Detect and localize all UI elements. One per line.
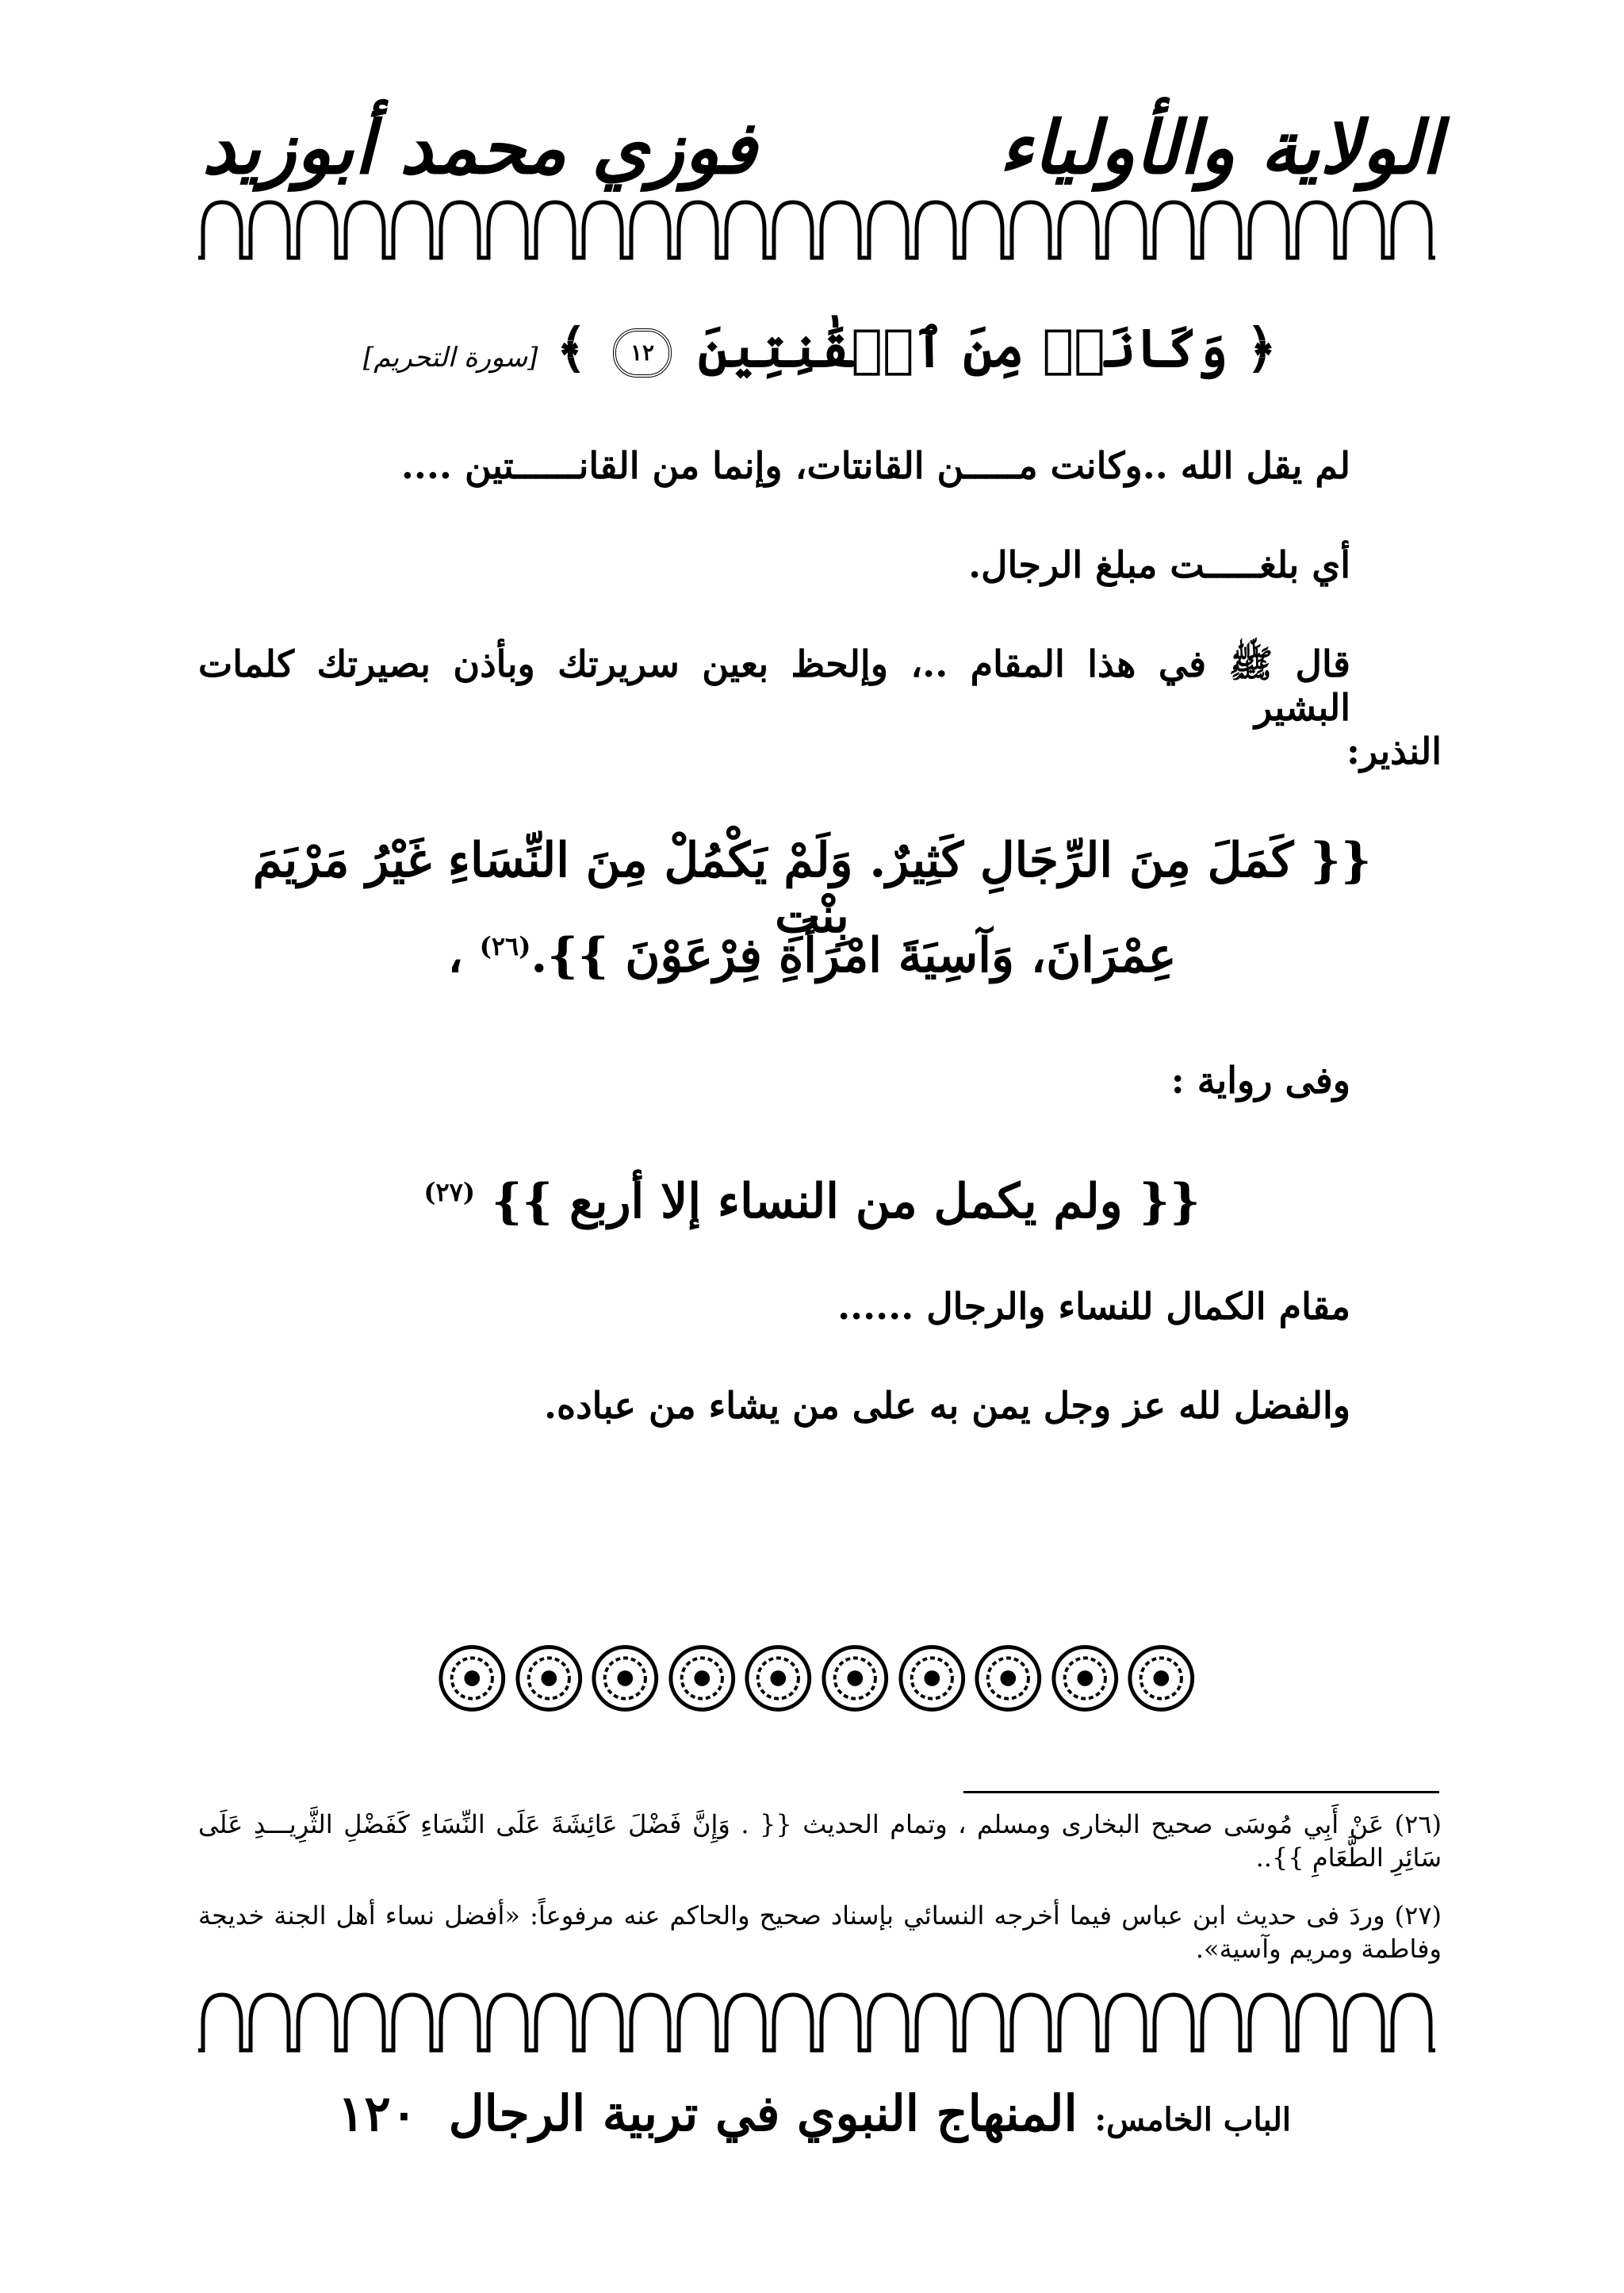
author-name: فوزي محمد أبوزيد (202, 105, 757, 190)
paragraph-2: أي بلغـــــت مبلغ الرجال. (968, 543, 1350, 586)
footnote-ref-26[interactable]: (٢٦) (479, 931, 531, 961)
ornament-rosette-icon (666, 1642, 738, 1715)
footnote-27: (٢٧) وردَ فى حديث ابن عباس فيما أخرجه النسائي بإسناد صحيح والحاكم عنه مرفوعاً: «أفضل نساء أهل الجنة خديجة وفاطمة ومريم وآسية». (198, 1900, 1442, 1964)
ornament-rosette-icon (589, 1642, 661, 1715)
hadith-1-line-2 (238, 928, 1386, 984)
ornament-separator (436, 1642, 1197, 1721)
verse-text: ﴿ وَكَانَتۡ مِنَ ٱلۡقَٰنِتِينَ (698, 317, 1277, 379)
paragraph-3: قال ﷺ في هذا المقام ..، وإلحظ بعين سريرتك وبأذن بصيرتك كلمات البشير (198, 642, 1350, 730)
bottom-arch-border (198, 1987, 1435, 2058)
paragraph-1: لم يقل الله ..وكانت مـــــن القانتات، وإنما من القانــــــتين .... (400, 444, 1350, 487)
page-number: ١٢٠ (338, 2084, 417, 2142)
hadith-2-text: {{ ولم يكمل من النساء إلا أربع }} (491, 1174, 1201, 1229)
page-footer (338, 2084, 1291, 2142)
ornament-rosette-icon (1125, 1642, 1197, 1715)
footnote-26: (٢٦) عَنْ أَبِي مُوسَى صحيح البخارى ومسلم ، وتمام الحديث {{ . وَإِنَّ فَضْلَ عَائِشَةَ عَلَى النِّسَاءِ كَفَضْلِ الثَّرِيـــدِ عَلَى سَائِرِ الطَّعَامِ }}.. (198, 1809, 1442, 1873)
chapter-title: المنهاج النبوي في تربية الرجال (448, 2084, 1078, 2142)
ornament-rosette-icon (1049, 1642, 1121, 1715)
paragraph-3b: النذير: (1346, 730, 1442, 773)
paragraph-5: مقام الكمال للنساء والرجال ...... (837, 1285, 1350, 1328)
hadith-1-line-1: {{ كَمَلَ مِنَ الرِّجَالِ كَثِيرٌ. وَلَمْ يَكْمُلْ مِنَ النِّسَاءِ غَيْرُ مَرْيَمَ بِنْتِ (252, 833, 1372, 944)
surah-reference: [سورة التحريم] (362, 342, 538, 374)
ayah-number: ١٢ (613, 328, 672, 378)
verse-close-bracket: ﴾ (556, 317, 588, 379)
hadith-1-tail: ، (447, 928, 463, 984)
footnote-separator (963, 1791, 1439, 1793)
top-arch-border (198, 194, 1435, 266)
ornament-rosette-icon (436, 1642, 508, 1715)
hadith-1-text: عِمْرَانَ، وَآسِيَةَ امْرَأَةِ فِرْعَوْنَ }}. (530, 928, 1177, 984)
quran-verse (0, 317, 1624, 379)
ornament-rosette-icon (742, 1642, 814, 1715)
ornament-rosette-icon (896, 1642, 968, 1715)
ornament-rosette-icon (513, 1642, 585, 1715)
book-title: الولاية والأولياء (998, 105, 1442, 190)
paragraph-6: والفضل لله عز وجل يمن به على من يشاء من عباده. (543, 1384, 1350, 1427)
footnote-ref-27[interactable]: (٢٧) (423, 1177, 475, 1207)
paragraph-4: وفى رواية : (1170, 1059, 1350, 1102)
ornament-rosette-icon (819, 1642, 891, 1715)
ornament-rosette-icon (972, 1642, 1044, 1715)
chapter-label: الباب الخامس: (1094, 2101, 1291, 2138)
hadith-2 (238, 1174, 1386, 1229)
